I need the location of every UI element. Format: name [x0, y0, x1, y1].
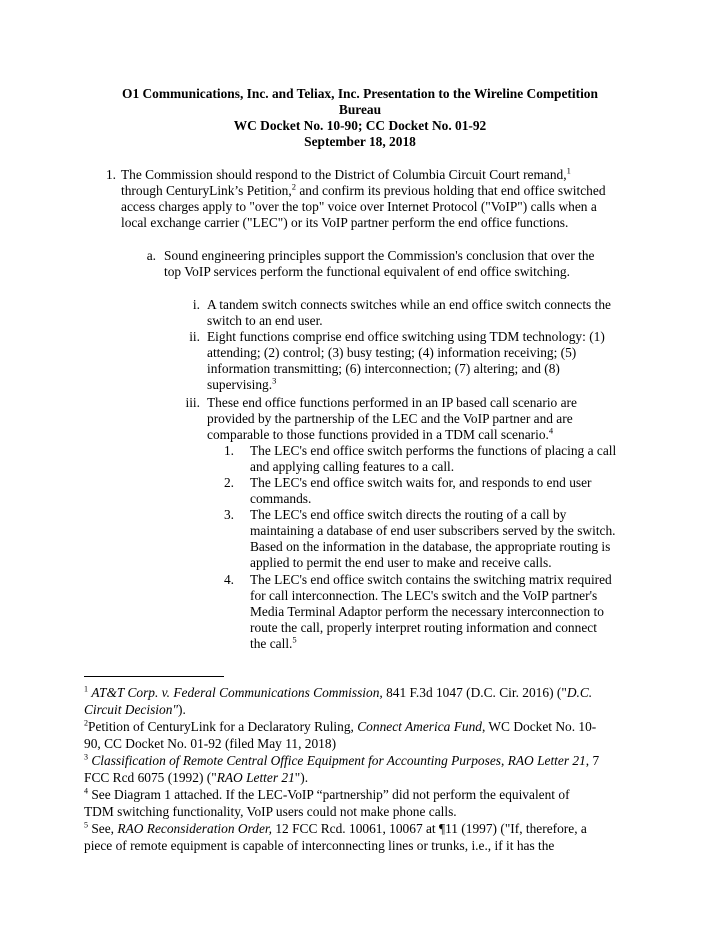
- item-ii-line-4: [207, 377, 276, 393]
- sub-3-line-2: maintaining a database of end user subscribers served by the switch.: [250, 523, 616, 538]
- sub-1-line-2: and applying calling features to a call.: [250, 459, 455, 474]
- sub-3-line-4: applied to permit the end user to make and receive calls.: [250, 555, 552, 570]
- sub-1-line-1: The LEC's end office switch performs the functions of placing a call: [250, 443, 617, 458]
- footnote-1: [84, 684, 644, 718]
- footnote-4: [84, 786, 644, 820]
- footnote-3-sep: ,: [500, 753, 508, 768]
- footnote-2-line-2: 90, CC Docket No. 01-92 (filed May 11, 2018): [84, 736, 337, 752]
- footnote-2-text: Petition of CenturyLink for a Declaratory Ruling,: [88, 719, 358, 734]
- footnote-ref-2[interactable]: 2: [291, 181, 296, 192]
- footnote-5-line-2: piece of remote equipment is capable of interconnecting lines or trunks, i.e., if it has the: [84, 838, 555, 854]
- footnote-2: [84, 718, 644, 752]
- sub-4-line-3: Media Terminal Adaptor perform the necessary interconnection to: [250, 604, 604, 619]
- sub-2-line-1: The LEC's end office switch waits for, and responds to end user: [250, 475, 592, 490]
- item-1-label: 1.: [105, 167, 116, 182]
- sub-2-label: 2.: [223, 475, 234, 490]
- item-ii-line-3: information transmitting; (6) interconnection; (7) altering; and (8): [207, 361, 560, 376]
- footnote-1-short-b: Circuit Decision": [84, 702, 179, 718]
- footnote-3-rao: RAO Letter 21: [507, 753, 586, 768]
- sub-3-line-3: Based on the information in the database, the appropriate routing is: [250, 539, 611, 554]
- footnote-3-number: 3: [84, 752, 88, 762]
- item-i-label: i.: [192, 297, 200, 312]
- item-ii-line-1: Eight functions comprise end office switching using TDM technology: (1): [207, 329, 605, 344]
- item-1-line-2: [121, 183, 606, 199]
- footnote-2-number: 2: [84, 718, 88, 728]
- footnote-5-title: RAO Reconsideration Order,: [117, 821, 272, 836]
- sub-3-line-1: The LEC's end office switch directs the routing of a call by: [250, 507, 567, 522]
- item-ii-label: ii.: [189, 329, 200, 344]
- sub-1-label: 1.: [223, 443, 234, 458]
- item-1-line-1: [121, 167, 571, 183]
- footnote-2-title: Connect America Fund: [357, 719, 482, 734]
- footnote-4-line-2: TDM switching functionality, VoIP users could not make phone calls.: [84, 804, 457, 820]
- item-ii-line-2: attending; (2) control; (3) busy testing; (4) information receiving; (5): [207, 345, 577, 360]
- sub-4-line-4: route the call, properly interpret routing information and connect: [250, 620, 597, 635]
- item-1-line-3: access charges apply to "over the top" voice over Internet Protocol ("VoIP") calls when a: [121, 199, 597, 214]
- sub-4-text-5: the call.: [250, 636, 293, 651]
- footnote-ref-4[interactable]: 4: [548, 425, 554, 436]
- footnote-1-number: 1: [84, 684, 88, 694]
- item-iii-line-1: These end office functions performed in an IP based call scenario are: [207, 395, 577, 410]
- title-line-1: O1 Communications, Inc. and Teliax, Inc. Presentation to the Wireline Competition: [122, 86, 598, 101]
- footnote-5: [84, 820, 644, 854]
- footnote-3-vol: , 7: [585, 753, 600, 768]
- footnote-5-cite: 12 FCC Rcd. 10061, 10067 at ¶11 (1997) ("If, therefore, a: [271, 821, 587, 836]
- footnote-3-end: ").: [294, 770, 309, 786]
- sub-3-label: 3.: [223, 507, 234, 522]
- footnote-1-short-a: D.C.: [566, 685, 593, 700]
- footnote-ref-3[interactable]: 3: [272, 375, 277, 386]
- footnote-1-end: ).: [178, 702, 186, 718]
- footnote-4-line-1: See Diagram 1 attached. If the LEC-VoIP “partnership” did not perform the equivalent of: [88, 787, 570, 802]
- item-i-line-2: switch to an end user.: [207, 313, 323, 328]
- footnote-1-case: AT&T Corp. v. Federal Communications Commission,: [91, 685, 383, 700]
- item-ii-text-4: supervising.: [207, 377, 273, 392]
- footnote-3-short: RAO Letter 21: [216, 770, 295, 786]
- footnote-5-see: See,: [88, 821, 118, 836]
- item-1-text-2: through CenturyLink’s Petition,: [121, 183, 292, 198]
- item-1-line-4: local exchange carrier ("LEC") or its VoIP partner perform the end office functions.: [121, 215, 569, 230]
- item-1-text-3: and confirm its previous holding that end office switched: [295, 183, 606, 198]
- item-a-label: a.: [146, 248, 156, 263]
- footnote-ref-5[interactable]: 5: [292, 634, 297, 645]
- item-a-line-2: top VoIP services perform the functional equivalent of end office switching.: [164, 264, 570, 279]
- sub-2-line-2: commands.: [250, 491, 312, 506]
- item-iii-label: iii.: [185, 395, 200, 410]
- docket-line: WC Docket No. 10-90; CC Docket No. 01-92: [233, 118, 487, 133]
- footnote-3-title: Classification of Remote Central Office Equipment for Accounting Purposes: [91, 753, 501, 768]
- sub-4-line-2: for call interconnection. The LEC's switch and the VoIP partner's: [250, 588, 598, 603]
- footnote-3: [84, 752, 644, 786]
- footnote-5-number: 5: [84, 820, 88, 830]
- footnote-separator: [84, 676, 224, 677]
- sub-4-label: 4.: [223, 572, 234, 587]
- footnote-4-number: 4: [84, 786, 88, 796]
- item-iii-line-3: [207, 427, 553, 443]
- footnote-2-docket: , WC Docket No. 10-: [481, 719, 597, 734]
- item-iii-text-3: comparable to those functions provided in a TDM call scenario.: [207, 427, 549, 442]
- sub-4-line-5: [250, 636, 297, 652]
- date-line: September 18, 2018: [304, 134, 416, 149]
- title-line-2: Bureau: [338, 102, 382, 117]
- item-iii-line-2: provided by the partnership of the LEC and the VoIP partner and are: [207, 411, 573, 426]
- sub-4-line-1: The LEC's end office switch contains the switching matrix required: [250, 572, 612, 587]
- item-a-line-1: Sound engineering principles support the Commission's conclusion that over the: [164, 248, 595, 263]
- item-1-text-1: The Commission should respond to the District of Columbia Circuit Court remand,: [121, 167, 567, 182]
- item-i-line-1: A tandem switch connects switches while an end office switch connects the: [207, 297, 611, 312]
- footnote-1-cite: 841 F.3d 1047 (D.C. Cir. 2016) (": [382, 685, 567, 700]
- footnote-3-cite: FCC Rcd 6075 (1992) (": [84, 770, 217, 786]
- footnote-ref-1[interactable]: 1: [566, 165, 571, 176]
